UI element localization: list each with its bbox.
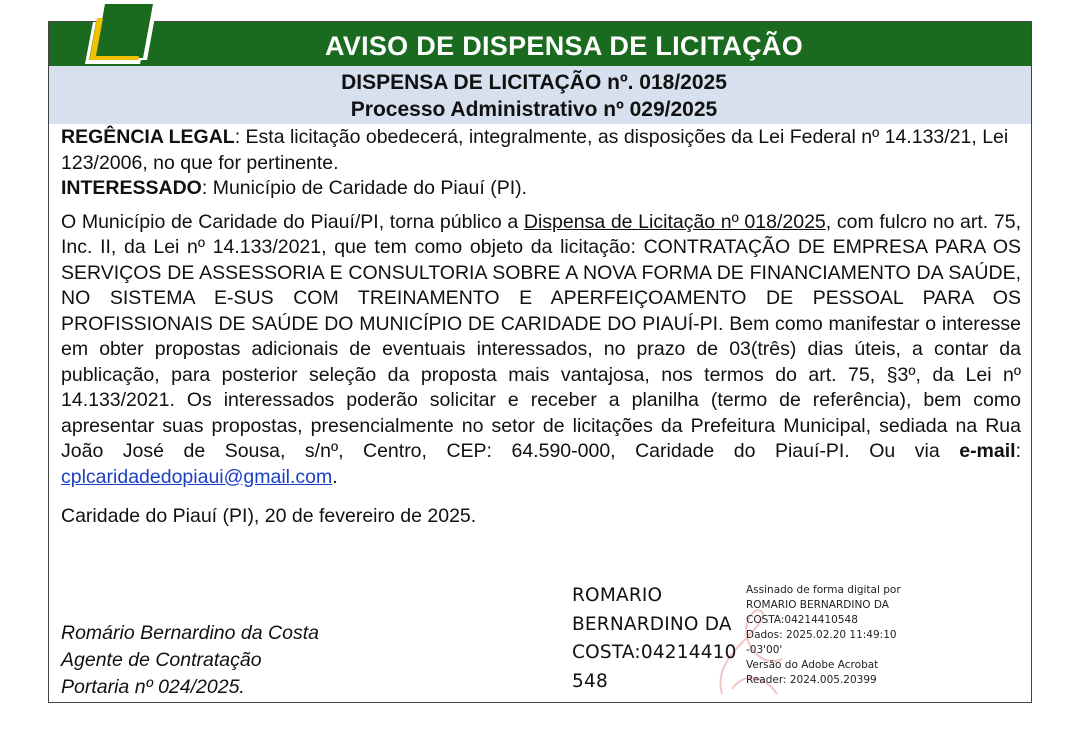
- signer-name: Romário Bernardino da Costa: [61, 622, 319, 644]
- interessado-text: : Município de Caridade do Piauí (PI).: [201, 177, 528, 199]
- signature-detail-line: Versão do Adobe Acrobat: [746, 659, 879, 671]
- title-bar: [49, 22, 1031, 66]
- gazette-logo-icon: [83, 2, 155, 64]
- date-line: Caridade do Piauí (PI), 20 de fevereiro de 2025.: [61, 505, 477, 527]
- sub-header: [49, 66, 1031, 124]
- dispensa-number: DISPENSA DE LICITAÇÃO nº. 018/2025: [341, 71, 727, 94]
- main-body: , com fulcro no art. 75, Inc. II, da Lei nº 14.133/2021, que tem como objeto da licitação: CONTRATAÇÃO DE EMPRESA PARA OS SERVIÇOS DE ASSESSORIA E CONSULTORIA SOBRE A NOVA FORMA DE FINANCIAMENTO DA SAÚDE, NO SISTEMA E-SUS COM TREINAMENTO E APERFEIÇOAMENTO DE PESSOAL PARA OS PROFISSIONAIS DE SAÚDE DO MUNICÍPIO DE CARIDADE DO PIAUÍ-PI. Bem como manifestar o interesse em obter propostas adicionais de eventuais interessados, no prazo de 03(três) dias úteis, a contar da publicação, para posterior seleção da proposta mais vantajosa, nos termos do art. 75, §3º, da Lei nº 14.133/2021. Os interessados poderão solicitar e receber a planilha (termo de referência), bem como apresentar suas propostas, presencialmente no setor de licitações da Prefeitura Municipal, sediada na Rua João José de Sousa, s/nº, Centro, CEP: 64.590-000, Caridade do Piauí-PI. Ou via: [61, 210, 1021, 462]
- email-label: e-mail: [959, 440, 1016, 462]
- email-link[interactable]: cplcaridadedopiaui@gmail.com: [61, 465, 333, 488]
- signature-detail-line: Assinado de forma digital por: [746, 584, 901, 596]
- dispensa-reference: Dispensa de Licitação nº 018/2025: [523, 210, 826, 233]
- regencia-label: REGÊNCIA LEGAL: [61, 126, 235, 148]
- notice-title: AVISO DE DISPENSA DE LICITAÇÃO: [324, 31, 804, 61]
- main-intro: O Município de Caridade do Piauí/PI, torna público a: [61, 210, 524, 233]
- notice-box: [48, 21, 1032, 703]
- signature-detail-line: COSTA:04214410548: [746, 614, 858, 626]
- processo-number: Processo Administrativo nº 029/2025: [350, 98, 718, 121]
- signature-name-line: BERNARDINO DA: [572, 613, 732, 635]
- signer-block: [61, 620, 319, 701]
- signature-name-line: 548: [572, 670, 608, 692]
- email-separator: :: [1015, 440, 1021, 462]
- signature-name: [572, 582, 737, 696]
- signature-details: [746, 583, 901, 688]
- digital-signature: [572, 579, 1012, 701]
- signer-portaria: Portaria nº 024/2025.: [61, 676, 245, 698]
- signature-detail-line: ROMARIO BERNARDINO DA: [746, 599, 889, 611]
- regencia-text: : Esta licitação obedecerá, integralmente, as disposições da Lei Federal nº 14.133/21, Lei 123/2006, no que for pertinente.: [61, 126, 1009, 174]
- interessado-paragraph: [61, 176, 1021, 202]
- main-end: .: [332, 465, 338, 488]
- signature-detail-line: Dados: 2025.02.20 11:49:10: [746, 629, 897, 641]
- regencia-paragraph: [61, 125, 1021, 176]
- notice-body: [61, 125, 1021, 530]
- signature-name-line: ROMARIO: [572, 585, 663, 606]
- signature-detail-line: Reader: 2024.005.20399: [746, 674, 877, 686]
- interessado-label: INTERESSADO: [61, 177, 202, 199]
- signer-role: Agente de Contratação: [61, 649, 262, 671]
- main-paragraph: [61, 210, 1021, 491]
- signature-detail-line: -03'00': [746, 644, 783, 656]
- signature-name-line: COSTA:04214410: [572, 642, 737, 663]
